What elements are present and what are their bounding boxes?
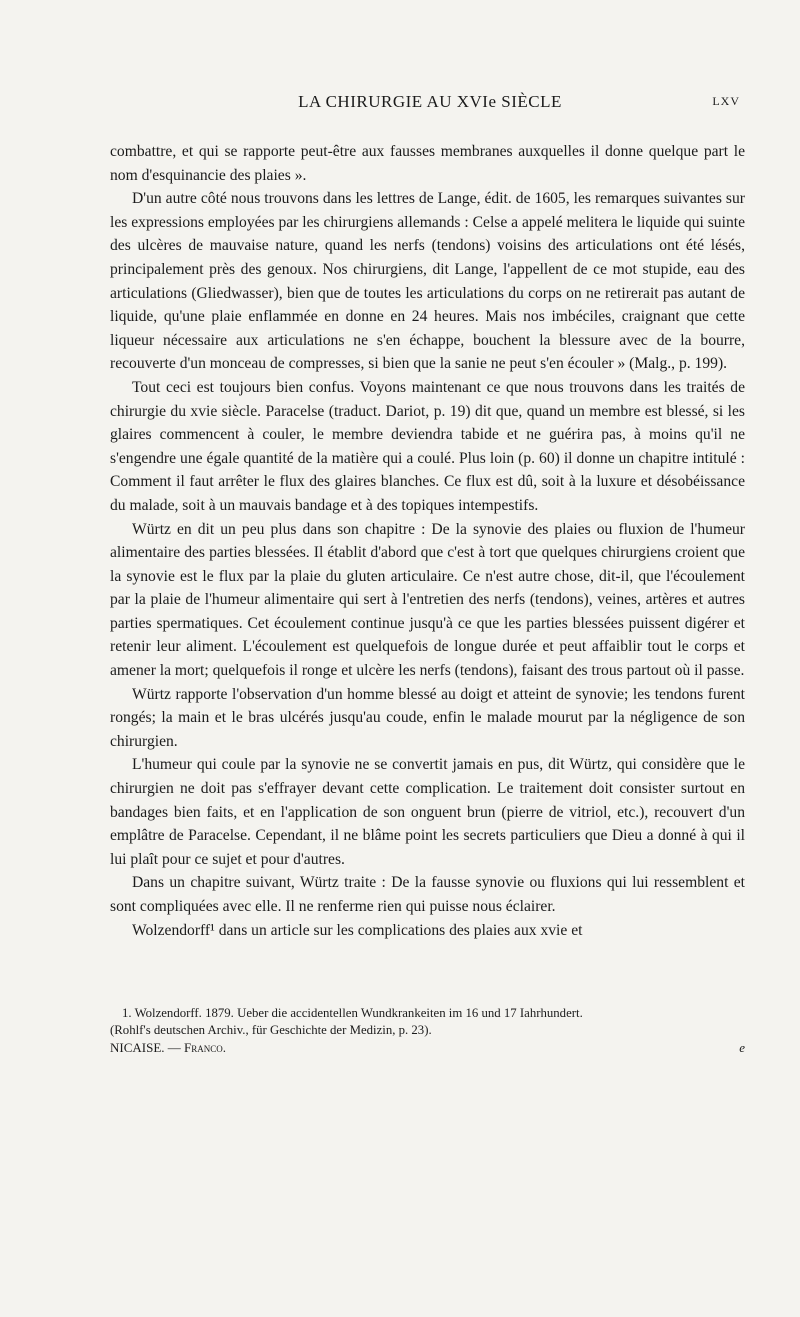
paragraph: Wolzendorff¹ dans un article sur les complications des plaies aux xvie et <box>132 921 583 939</box>
body-text <box>110 140 745 942</box>
page-number: LXV <box>712 94 740 108</box>
paragraph: Würtz en dit un peu plus dans son chapitre : De la synovie des plaies ou fluxion de l'humeur alimentaire des parties blessées. Il établit d'abord que c'est à tort que quelques chirurgiens croient que la synovie est le flux par la plaie du gluten articulaire. Ce n'est autre chose, dit-il, que l'écoulement par la plaie de l'humeur alimentaire qui sert à l'entretien des nerfs (tendons), veines, artères et autres parties spermatiques. Cet écoulement continue jusqu'à ce que les parties blessées puissent digérer et retenir leur aliment. L'écoulement est quelquefois de longue durée et peut affaiblir tout le corps et amener la mort; quelquefois il ronge et ulcère les nerfs (tendons), faisant des trous partout où il passe. <box>110 520 745 680</box>
paragraph: combattre, et qui se rapporte peut-être aux fausses membranes auxquelles il donne quelque part le nom d'esquinancie des plaies ». <box>110 143 745 184</box>
paragraph: Tout ceci est toujours bien confus. Voyons maintenant ce que nous trouvons dans les traités de chirurgie du xvie siècle. Paracelse (traduct. Dariot, p. 19) dit que, quand un membre est blessé, si les glaires commencent à couler, le membre deviendra tabide et ne guérira pas, à moins qu'il ne s'engendre une égale quantité de la matière qui a coulé. Plus loin (p. 60) il donne un chapitre intitulé : Comment il faut arrêter le flux des glaires blanches. Ce flux est dû, soit à la luxure et désobéissance du malade, soit à un mauvais bandage et à des topiques intempestifs. <box>110 378 745 514</box>
footnote-continuation: (Rohlf's deutschen Archiv., für Geschichte der Medizin, p. 23). <box>110 1023 432 1037</box>
paragraph: Würtz rapporte l'observation d'un homme blessé au doigt et atteint de synovie; les tendons furent rongés; la main et le bras ulcérés jusqu'au coude, enfin le malade mourut par la négligence de son chirurgien. <box>110 685 745 750</box>
signature-mark: e <box>739 1040 745 1055</box>
paragraph: Dans un chapitre suivant, Würtz traite : De la fausse synovie ou fluxions qui lui ressemblent et sont compliquées avec elle. Il ne renferme rien qui puisse nous éclairer. <box>110 874 745 915</box>
signature-left: NICAISE. — Franco. <box>110 1040 227 1055</box>
footnotes <box>110 1005 745 1039</box>
running-header <box>120 92 740 116</box>
printer-signature <box>110 1040 745 1058</box>
paragraph: D'un autre côté nous trouvons dans les lettres de Lange, édit. de 1605, les remarques suivantes sur les expressions employées par les chirurgiens allemands : Celse a appelé melitera le liquide qui suinte des ulcères de mauvaise nature, quand les nerfs (tendons) voisins des articulations ont été lésés, principalement près des genoux. Nos chirurgiens, dit Lange, l'appellent de ce mot stupide, eau des articulations (Gliedwasser), bien que de toutes les articulations du corps on ne retirerait pas autant de liquide, qu'une plaie enflammée en donne en 24 heures. Mais nos imbéciles, craignant que cette liqueur nécessaire aux articulations ne s'en échappe, bouchent la blessure avec de la bourre, recouverte d'un monceau de compresses, si bien que la sanie ne peut s'en écouler » (Malg., p. 199). <box>110 190 745 373</box>
running-title: LA CHIRURGIE AU XVIe SIÈCLE <box>298 92 562 111</box>
paragraph: L'humeur qui coule par la synovie ne se convertit jamais en pus, dit Würtz, qui considère que le chirurgien ne doit pas s'effrayer devant cette complication. Le traitement doit consister surtout en bandages bien faits, et en l'application de son onguent brun (pierre de vitriol, etc.), recouvert d'un emplâtre de Paracelse. Cependant, il ne blâme point les secrets particuliers que Dieu a donné à qui il lui plaît pour ce sujet et pour d'autres. <box>110 756 745 868</box>
footnote: 1. Wolzendorff. 1879. Ueber die accidentellen Wundkrankeiten im 16 und 17 Iahrhundert. <box>122 1006 583 1020</box>
